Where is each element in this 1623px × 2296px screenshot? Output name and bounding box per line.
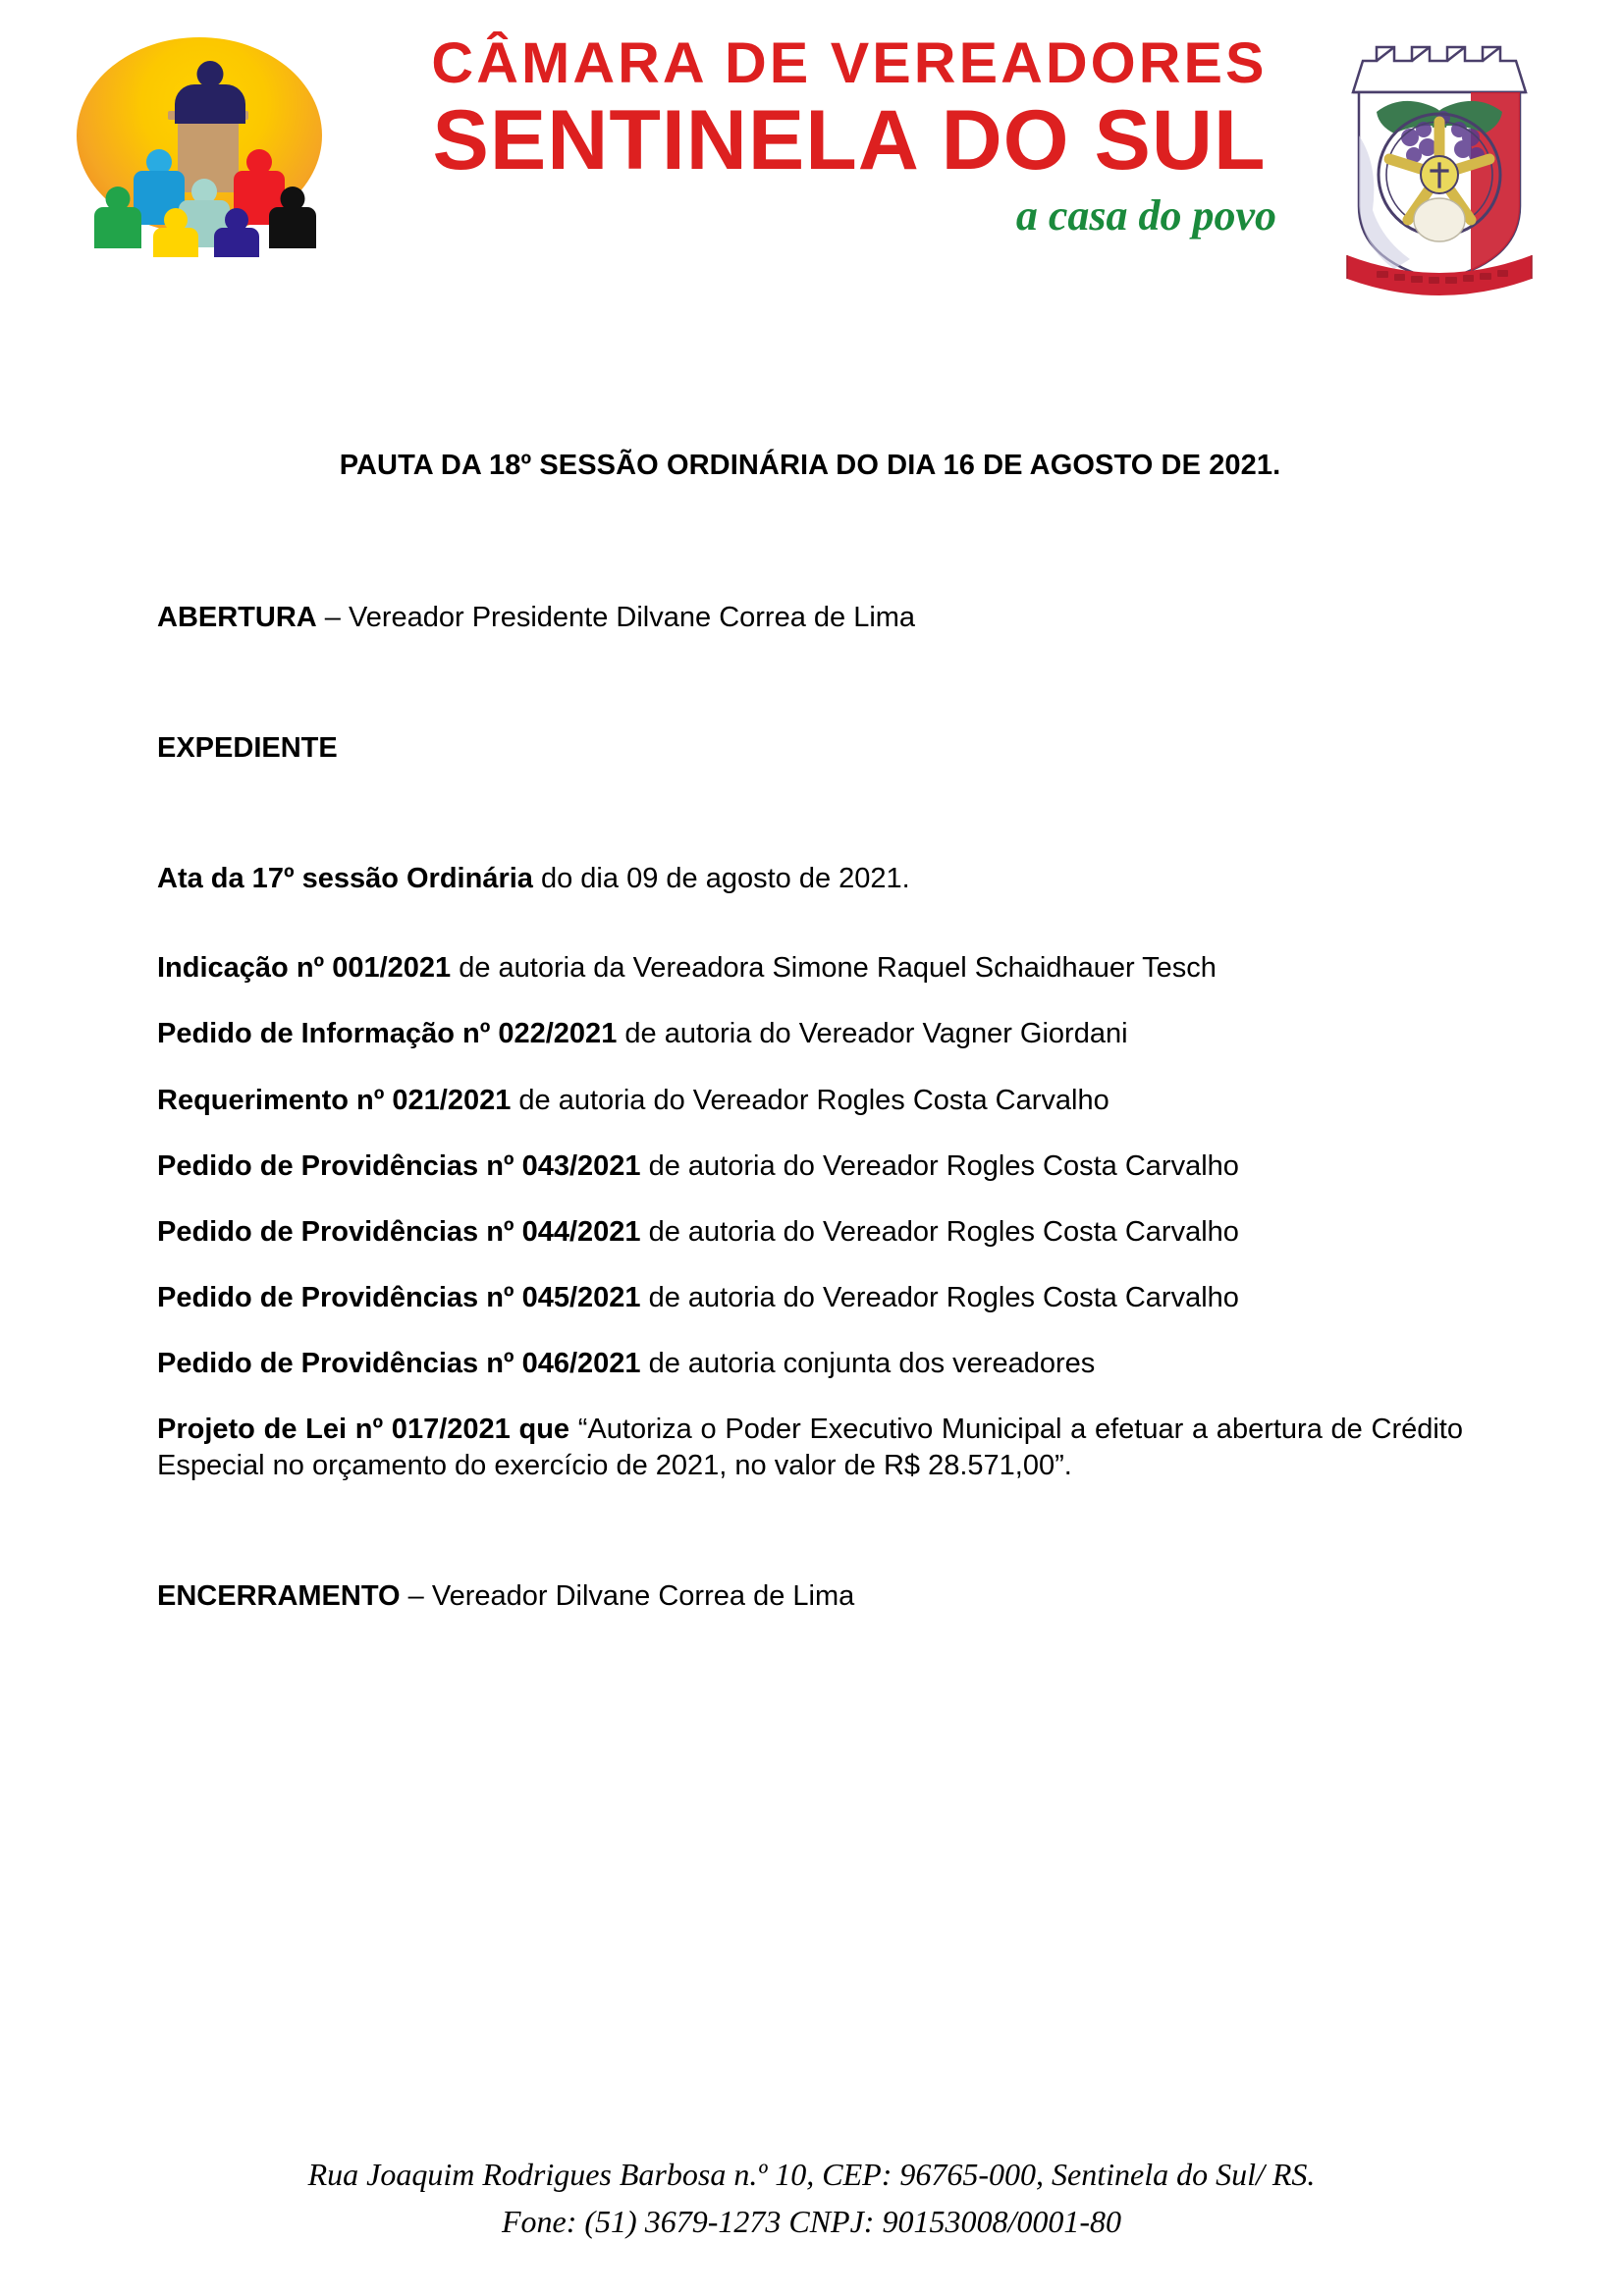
agenda-item [157, 1148, 1463, 1185]
expediente-heading [157, 730, 1463, 767]
spacer [157, 767, 1463, 861]
spacer [157, 1484, 1463, 1578]
abertura-line [157, 600, 1463, 636]
projeto-de-lei-paragraph [157, 1412, 1463, 1484]
agenda-item-label: Pedido de Informação nº 022/2021 [157, 1018, 618, 1050]
encerramento-rest: – Vereador Dilvane Correa de Lima [400, 1580, 855, 1613]
document-body [157, 373, 1463, 1615]
page-title: PAUTA DA 18º SESSÃO ORDINÁRIA DO DIA 16 DE AGOSTO DE 2021. [339, 450, 1281, 481]
agenda-item-label: Pedido de Providências nº 046/2021 [157, 1347, 641, 1379]
ata-rest: do dia 09 de agosto de 2021. [532, 863, 910, 895]
footer-contact-line: Fone: (51) 3679-1273 CNPJ: 90153008/0001-80 [501, 2204, 1121, 2239]
agenda-item-label: Pedido de Providências nº 045/2021 [157, 1281, 641, 1313]
projeto-de-lei-rest: “Autoriza o Poder Executivo Municipal a efetuar a abertura de Crédito Especial no orçamento do exercício de 2021, no valor de R$ 28.571,00”. [157, 1414, 1463, 1482]
agenda-item-rest: de autoria do Vereador Rogles Costa Carvalho [640, 1281, 1239, 1313]
logo-wordmark [412, 31, 1286, 240]
spacer [157, 1119, 1463, 1148]
person-yellow [153, 208, 198, 251]
agenda-item [157, 950, 1463, 987]
council-emblem-icon [77, 29, 322, 236]
agenda-item-label: Pedido de Providências nº 044/2021 [157, 1215, 641, 1248]
agenda-item [157, 1214, 1463, 1251]
agenda-item [157, 1016, 1463, 1052]
wordmark-camara-de-vereadores: CÂMARA DE VEREADORES [431, 31, 1268, 95]
person-green [94, 187, 141, 241]
person-purple [214, 208, 259, 251]
spacer [157, 1185, 1463, 1214]
document-header [0, 0, 1623, 353]
agenda-item [157, 1346, 1463, 1382]
agenda-item-rest: de autoria conjunta dos vereadores [640, 1347, 1096, 1379]
agenda-item-rest: de autoria da Vereadora Simone Raquel Schaidhauer Tesch [451, 952, 1217, 985]
abertura-label: ABERTURA [157, 602, 317, 633]
expediente-label: EXPEDIENTE [157, 732, 338, 765]
footer-address-line: Rua Joaquim Rodrigues Barbosa n.º 10, CEP: 96765-000, Sentinela do Sul/ RS. [307, 2157, 1316, 2192]
agenda-item [157, 1280, 1463, 1316]
agenda-item-rest: de autoria do Vereador Vagner Giordani [617, 1018, 1128, 1050]
spacer [157, 482, 1463, 600]
spacer [157, 1316, 1463, 1346]
agenda-item-label: Indicação nº 001/2021 [157, 952, 452, 985]
coat-of-arms-icon [1333, 27, 1559, 312]
spacer [157, 1053, 1463, 1083]
person-speaker [175, 61, 245, 120]
spacer [157, 636, 1463, 730]
encerramento-label: ENCERRAMENTO [157, 1580, 401, 1613]
spacer [157, 987, 1463, 1016]
projeto-de-lei-label: Projeto de Lei nº 017/2021 que [157, 1414, 570, 1446]
agenda-item-rest: de autoria do Vereador Rogles Costa Carvalho [640, 1149, 1239, 1182]
spacer [157, 1251, 1463, 1280]
abertura-rest: – Vereador Presidente Dilvane Correa de Lima [316, 602, 916, 633]
agenda-item-label: Pedido de Providências nº 043/2021 [157, 1149, 641, 1182]
wordmark-sentinela-do-sul: SENTINELA DO SUL [432, 93, 1267, 187]
wordmark-tagline: a casa do povo [1015, 191, 1276, 240]
spacer [157, 897, 1463, 950]
agenda-item-label: Requerimento nº 021/2021 [157, 1084, 512, 1116]
agenda-item [157, 1083, 1463, 1119]
spacer [157, 1382, 1463, 1412]
agenda-item-rest: de autoria do Vereador Rogles Costa Carvalho [511, 1084, 1109, 1116]
agenda-item-rest: de autoria do Vereador Rogles Costa Carvalho [640, 1215, 1239, 1248]
ata-label: Ata da 17º sessão Ordinária [157, 863, 533, 895]
person-dark [269, 187, 316, 241]
ata-line [157, 861, 1463, 897]
encerramento-line [157, 1578, 1463, 1615]
document-footer [0, 2151, 1623, 2245]
